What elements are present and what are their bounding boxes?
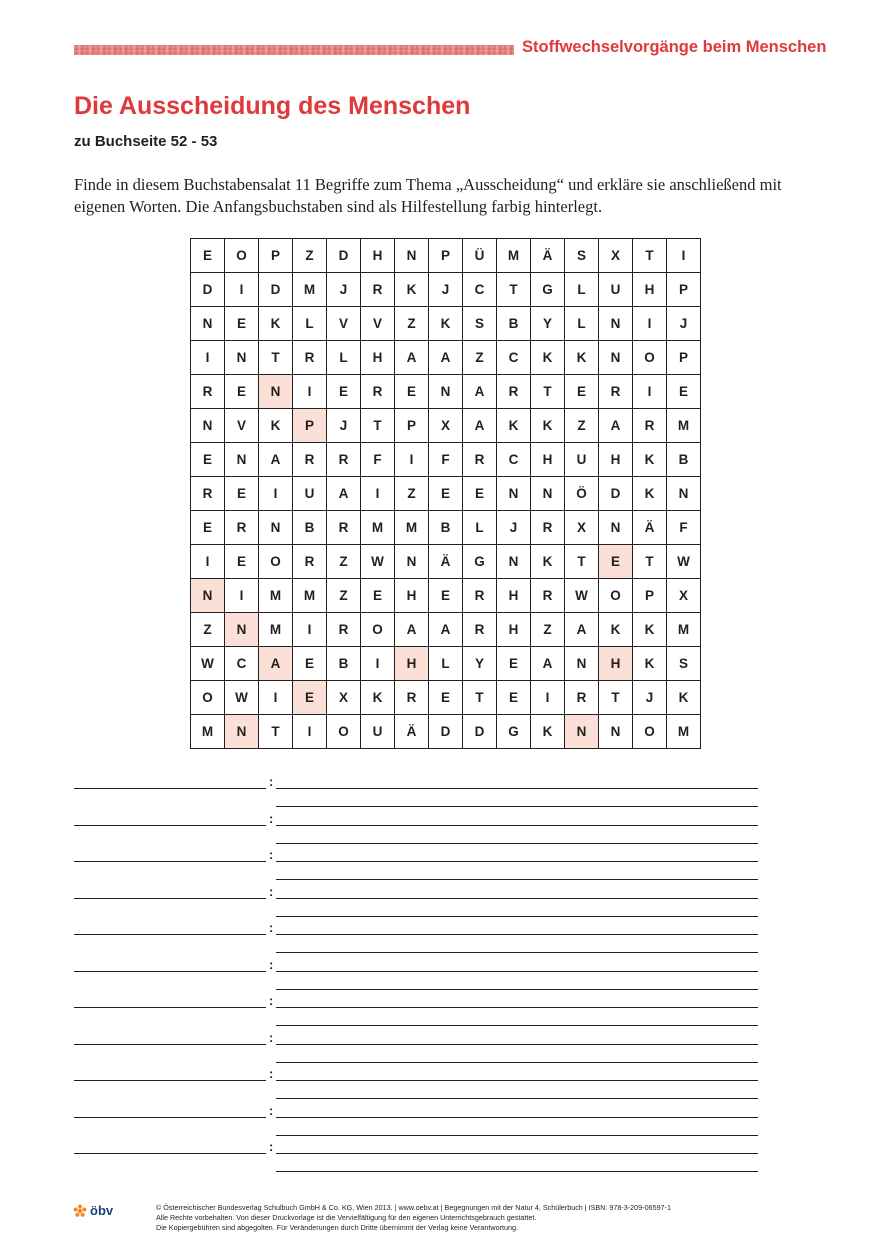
publisher-logo-icon: [73, 1204, 87, 1218]
term-line: [74, 1044, 266, 1045]
grid-cell: K: [667, 681, 701, 715]
grid-cell: C: [497, 443, 531, 477]
colon-separator: :: [269, 956, 274, 972]
grid-cell: I: [259, 477, 293, 511]
colon-separator: :: [269, 993, 274, 1008]
grid-cell: O: [633, 715, 667, 749]
grid-cell: N: [191, 307, 225, 341]
grid-cell: I: [191, 545, 225, 579]
grid-cell: J: [667, 307, 701, 341]
grid-cell: E: [429, 579, 463, 613]
colon-separator: :: [269, 920, 274, 935]
grid-cell: G: [531, 273, 565, 307]
grid-cell: I: [395, 443, 429, 477]
grid-cell-start-letter: E: [599, 545, 633, 579]
definition-line: [276, 1171, 758, 1172]
grid-cell: I: [225, 273, 259, 307]
grid-cell: I: [531, 681, 565, 715]
grid-cell: E: [225, 477, 259, 511]
grid-cell: R: [293, 545, 327, 579]
colon-separator: :: [269, 1029, 274, 1045]
grid-cell: N: [565, 647, 599, 681]
term-line: [74, 1080, 266, 1081]
grid-cell: M: [293, 273, 327, 307]
grid-cell: P: [395, 409, 429, 443]
grid-cell: S: [667, 647, 701, 681]
footer-line: Die Kopiergebühren sind abgegolten. Für Veränderungen durch Dritte übernimmt der Verlag keine Verantwortung.: [156, 1223, 518, 1232]
grid-cell: A: [599, 409, 633, 443]
grid-cell: T: [463, 681, 497, 715]
grid-cell: A: [429, 341, 463, 375]
grid-cell: E: [293, 647, 327, 681]
footer-line: Alle Rechte vorbehalten. Von dieser Druckvorlage ist die Vervielfältigung für den eigenen Unterrichtsgebrauch gestattet.: [156, 1213, 537, 1222]
term-line: [74, 825, 266, 826]
grid-cell: B: [667, 443, 701, 477]
grid-cell: N: [259, 511, 293, 545]
grid-cell: Z: [531, 613, 565, 647]
grid-cell: X: [667, 579, 701, 613]
colon-separator: :: [269, 847, 274, 862]
grid-cell: O: [327, 715, 361, 749]
grid-cell-start-letter: N: [225, 613, 259, 647]
definition-line: [276, 1117, 758, 1118]
grid-cell: R: [327, 443, 361, 477]
grid-cell: E: [225, 307, 259, 341]
grid-cell: K: [633, 477, 667, 511]
term-line: [74, 1007, 266, 1008]
grid-cell: K: [633, 647, 667, 681]
grid-cell: K: [531, 409, 565, 443]
grid-cell: D: [259, 273, 293, 307]
grid-cell: H: [531, 443, 565, 477]
grid-cell-start-letter: A: [259, 647, 293, 681]
publisher-logo: [73, 1203, 113, 1218]
definition-line: [276, 971, 758, 972]
answer-row: [74, 843, 774, 880]
grid-cell: K: [531, 715, 565, 749]
grid-cell: J: [327, 409, 361, 443]
grid-cell: V: [361, 307, 395, 341]
grid-cell: T: [497, 273, 531, 307]
term-line: [74, 1117, 266, 1118]
grid-cell: O: [259, 545, 293, 579]
grid-cell: R: [293, 341, 327, 375]
grid-cell: H: [633, 273, 667, 307]
grid-cell: N: [599, 341, 633, 375]
grid-cell: B: [327, 647, 361, 681]
grid-cell: I: [293, 375, 327, 409]
grid-cell-start-letter: E: [293, 681, 327, 715]
grid-cell: Ä: [531, 239, 565, 273]
grid-cell: N: [395, 545, 429, 579]
grid-cell: N: [667, 477, 701, 511]
colon-separator: :: [269, 774, 274, 789]
grid-cell: A: [395, 613, 429, 647]
definition-line: [276, 788, 758, 789]
grid-cell: B: [497, 307, 531, 341]
grid-cell: T: [361, 409, 395, 443]
grid-cell: M: [361, 511, 395, 545]
definition-line: [276, 1153, 758, 1154]
grid-cell: Ü: [463, 239, 497, 273]
colon-separator: :: [269, 1139, 274, 1154]
grid-cell: A: [463, 409, 497, 443]
grid-cell: Z: [327, 545, 361, 579]
grid-cell: Ö: [565, 477, 599, 511]
grid-cell: E: [395, 375, 429, 409]
grid-cell: N: [429, 375, 463, 409]
grid-cell: O: [633, 341, 667, 375]
topic-title: Stoffwechselvorgänge beim Menschen: [522, 38, 827, 56]
grid-cell: O: [361, 613, 395, 647]
answer-row: [74, 1099, 774, 1136]
grid-cell: S: [565, 239, 599, 273]
grid-cell: V: [327, 307, 361, 341]
colon-separator: :: [269, 1066, 274, 1081]
grid-cell: E: [565, 375, 599, 409]
grid-cell: M: [667, 409, 701, 443]
grid-cell: N: [225, 341, 259, 375]
grid-cell: C: [497, 341, 531, 375]
grid-cell: E: [497, 647, 531, 681]
page-title: Die Ausscheidung des Menschen: [74, 92, 471, 120]
colon-separator: :: [269, 1102, 274, 1118]
grid-cell: M: [259, 579, 293, 613]
grid-cell-start-letter: H: [395, 647, 429, 681]
page-subtitle: zu Buchseite 52 - 53: [74, 133, 218, 150]
answer-row: [74, 1026, 774, 1063]
grid-cell: R: [497, 375, 531, 409]
grid-cell: T: [565, 545, 599, 579]
grid-cell: W: [191, 647, 225, 681]
grid-cell: E: [191, 443, 225, 477]
grid-cell: E: [429, 477, 463, 511]
grid-cell: U: [293, 477, 327, 511]
grid-cell: Z: [191, 613, 225, 647]
grid-cell: N: [395, 239, 429, 273]
definition-line: [276, 934, 758, 935]
grid-cell: T: [531, 375, 565, 409]
grid-cell: H: [497, 579, 531, 613]
grid-cell: Ä: [395, 715, 429, 749]
grid-cell: E: [191, 239, 225, 273]
grid-cell: I: [361, 477, 395, 511]
grid-cell: D: [463, 715, 497, 749]
grid-cell: R: [191, 375, 225, 409]
term-line: [74, 1153, 266, 1154]
grid-cell: P: [667, 273, 701, 307]
grid-cell: T: [259, 715, 293, 749]
grid-cell: E: [225, 375, 259, 409]
grid-cell: A: [327, 477, 361, 511]
term-line: [74, 788, 266, 789]
colon-separator: :: [269, 810, 274, 826]
grid-cell: W: [667, 545, 701, 579]
grid-cell: O: [599, 579, 633, 613]
grid-cell: E: [225, 545, 259, 579]
grid-cell: P: [633, 579, 667, 613]
grid-cell-start-letter: P: [293, 409, 327, 443]
grid-cell: B: [293, 511, 327, 545]
grid-cell: W: [361, 545, 395, 579]
grid-cell: F: [361, 443, 395, 477]
grid-cell: K: [395, 273, 429, 307]
grid-cell: I: [293, 715, 327, 749]
grid-cell: C: [225, 647, 259, 681]
grid-cell: R: [191, 477, 225, 511]
grid-cell: R: [599, 375, 633, 409]
grid-cell: P: [429, 239, 463, 273]
grid-cell: T: [599, 681, 633, 715]
grid-cell: X: [429, 409, 463, 443]
grid-cell: R: [531, 511, 565, 545]
grid-cell: H: [599, 443, 633, 477]
grid-cell: W: [225, 681, 259, 715]
grid-cell-start-letter: N: [259, 375, 293, 409]
grid-cell: E: [361, 579, 395, 613]
grid-cell: Z: [395, 307, 429, 341]
grid-cell: M: [667, 613, 701, 647]
grid-cell: G: [463, 545, 497, 579]
grid-cell: Z: [565, 409, 599, 443]
answer-row: [74, 953, 774, 990]
footer-legal: [156, 1203, 836, 1233]
grid-cell: E: [191, 511, 225, 545]
grid-cell: K: [633, 613, 667, 647]
definition-line: [276, 1007, 758, 1008]
grid-cell: Y: [531, 307, 565, 341]
answer-row: [74, 1062, 774, 1099]
grid-cell: R: [225, 511, 259, 545]
definition-line: [276, 825, 758, 826]
grid-cell: M: [259, 613, 293, 647]
grid-cell: G: [497, 715, 531, 749]
grid-cell-start-letter: N: [191, 579, 225, 613]
grid-cell: A: [259, 443, 293, 477]
grid-cell: K: [565, 341, 599, 375]
grid-cell: J: [429, 273, 463, 307]
grid-cell: I: [293, 613, 327, 647]
colon-separator: :: [269, 883, 274, 899]
grid-cell: K: [633, 443, 667, 477]
grid-cell: I: [191, 341, 225, 375]
answer-row: [74, 989, 774, 1026]
publisher-logo-text: öbv: [90, 1203, 114, 1218]
grid-cell: A: [395, 341, 429, 375]
grid-cell: I: [361, 647, 395, 681]
grid-cell: S: [463, 307, 497, 341]
grid-cell: K: [259, 307, 293, 341]
grid-cell: K: [259, 409, 293, 443]
grid-cell: U: [599, 273, 633, 307]
grid-cell: R: [327, 613, 361, 647]
grid-cell: D: [429, 715, 463, 749]
grid-cell: R: [463, 443, 497, 477]
grid-cell: L: [293, 307, 327, 341]
grid-cell: J: [327, 273, 361, 307]
grid-cell: E: [327, 375, 361, 409]
definition-line: [276, 861, 758, 862]
grid-cell: R: [327, 511, 361, 545]
grid-cell: H: [497, 613, 531, 647]
grid-cell: E: [497, 681, 531, 715]
grid-cell: T: [633, 545, 667, 579]
grid-cell: M: [667, 715, 701, 749]
grid-cell: X: [599, 239, 633, 273]
grid-cell: L: [327, 341, 361, 375]
grid-cell: E: [667, 375, 701, 409]
grid-cell: X: [327, 681, 361, 715]
grid-cell: N: [497, 477, 531, 511]
grid-cell: R: [463, 579, 497, 613]
grid-cell: L: [463, 511, 497, 545]
grid-cell: A: [463, 375, 497, 409]
grid-cell: P: [259, 239, 293, 273]
answer-row: [74, 770, 774, 807]
grid-cell: V: [225, 409, 259, 443]
grid-cell: A: [429, 613, 463, 647]
grid-cell: O: [191, 681, 225, 715]
grid-cell: E: [463, 477, 497, 511]
definition-line: [276, 898, 758, 899]
grid-cell: H: [395, 579, 429, 613]
grid-cell: U: [565, 443, 599, 477]
grid-cell: A: [565, 613, 599, 647]
grid-cell: I: [633, 375, 667, 409]
grid-cell: D: [191, 273, 225, 307]
grid-cell: Z: [327, 579, 361, 613]
definition-line: [276, 1080, 758, 1081]
grid-cell: M: [293, 579, 327, 613]
grid-cell: Ä: [633, 511, 667, 545]
grid-cell: K: [531, 341, 565, 375]
grid-cell: R: [531, 579, 565, 613]
term-line: [74, 934, 266, 935]
grid-cell: O: [225, 239, 259, 273]
grid-cell: E: [429, 681, 463, 715]
grid-cell: M: [191, 715, 225, 749]
grid-cell: R: [463, 613, 497, 647]
grid-cell: L: [565, 307, 599, 341]
grid-cell: H: [361, 341, 395, 375]
grid-cell: I: [667, 239, 701, 273]
grid-cell: T: [633, 239, 667, 273]
grid-cell: P: [667, 341, 701, 375]
answer-row: [74, 807, 774, 844]
grid-cell: J: [633, 681, 667, 715]
decorative-header-stripe: [74, 45, 514, 55]
term-line: [74, 861, 266, 862]
term-line: [74, 971, 266, 972]
grid-cell: Z: [395, 477, 429, 511]
grid-cell: D: [327, 239, 361, 273]
grid-cell: K: [361, 681, 395, 715]
grid-cell: Ä: [429, 545, 463, 579]
grid-cell: M: [497, 239, 531, 273]
grid-cell-start-letter: N: [225, 715, 259, 749]
term-line: [74, 898, 266, 899]
grid-cell: X: [565, 511, 599, 545]
grid-cell: N: [599, 511, 633, 545]
grid-cell: W: [565, 579, 599, 613]
grid-cell: N: [191, 409, 225, 443]
grid-cell: A: [531, 647, 565, 681]
grid-cell: Z: [463, 341, 497, 375]
grid-cell: Z: [293, 239, 327, 273]
footer-line: © Österreichischer Bundesverlag Schulbuch GmbH & Co. KG, Wien 2013. | www.oebv.at | Begegnungen mit der Natur 4, Schülerbuch | ISBN: 978-3-209-06597-1: [156, 1203, 671, 1212]
definition-line: [276, 1044, 758, 1045]
grid-cell: J: [497, 511, 531, 545]
grid-cell: K: [497, 409, 531, 443]
answer-row: [74, 916, 774, 953]
grid-cell: K: [531, 545, 565, 579]
grid-cell: N: [225, 443, 259, 477]
grid-cell: Y: [463, 647, 497, 681]
answer-row: [74, 1135, 774, 1172]
grid-cell: L: [429, 647, 463, 681]
grid-cell: N: [531, 477, 565, 511]
grid-cell-start-letter: H: [599, 647, 633, 681]
word-search-grid: [190, 238, 701, 749]
instructions-text: Finde in diesem Buchstabensalat 11 Begriffe zum Thema „Ausscheidung“ und erkläre sie anschließend mit eigenen Worten. Die Anfangsbuchstaben sind als Hilfestellung farbig hinterlegt.: [74, 175, 782, 216]
grid-cell-start-letter: N: [565, 715, 599, 749]
answer-row: [74, 880, 774, 917]
answer-lines: [74, 770, 774, 1172]
grid-cell: H: [361, 239, 395, 273]
grid-cell: I: [633, 307, 667, 341]
grid-cell: R: [633, 409, 667, 443]
grid-cell: B: [429, 511, 463, 545]
grid-cell: I: [225, 579, 259, 613]
grid-cell: R: [293, 443, 327, 477]
grid-cell: N: [599, 307, 633, 341]
grid-cell: D: [599, 477, 633, 511]
grid-cell: T: [259, 341, 293, 375]
grid-cell: N: [497, 545, 531, 579]
grid-cell: L: [565, 273, 599, 307]
grid-cell: U: [361, 715, 395, 749]
grid-cell: R: [361, 273, 395, 307]
grid-cell: K: [429, 307, 463, 341]
grid-cell: C: [463, 273, 497, 307]
grid-cell: N: [599, 715, 633, 749]
grid-cell: I: [259, 681, 293, 715]
grid-cell: M: [395, 511, 429, 545]
grid-cell: K: [599, 613, 633, 647]
grid-cell: R: [395, 681, 429, 715]
grid-cell: F: [667, 511, 701, 545]
grid-cell: R: [565, 681, 599, 715]
grid-cell: R: [361, 375, 395, 409]
grid-cell: F: [429, 443, 463, 477]
